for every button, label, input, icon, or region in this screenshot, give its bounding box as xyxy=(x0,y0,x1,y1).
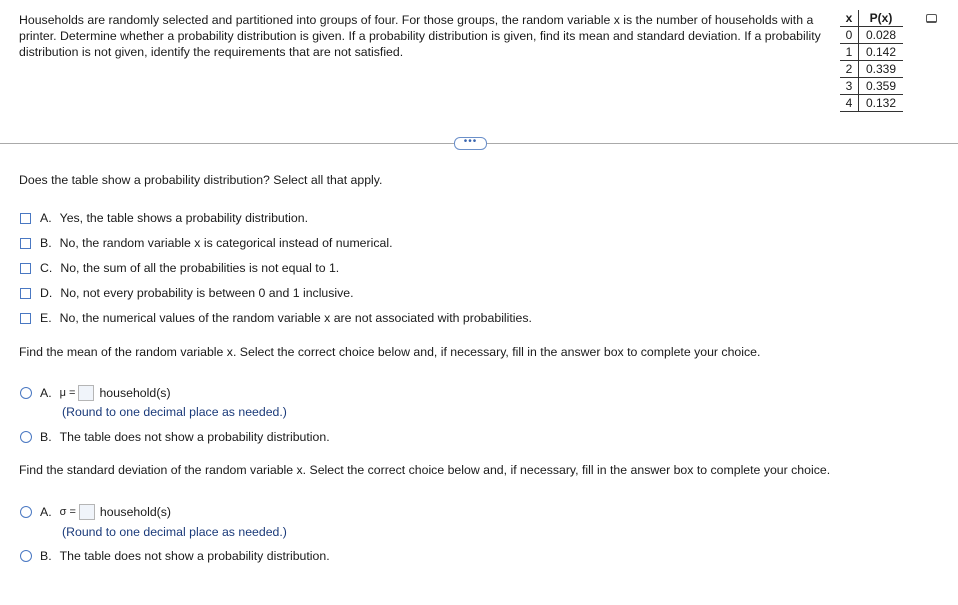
q1-option-b[interactable] xyxy=(20,236,393,250)
q2-option-b[interactable] xyxy=(20,430,330,444)
expand-table-icon[interactable] xyxy=(926,14,937,23)
table-cell-p: 0.339 xyxy=(859,61,904,78)
radio-button[interactable] xyxy=(20,550,32,562)
unit-label: household(s) xyxy=(99,505,171,519)
sd-symbol: σ = xyxy=(59,506,76,518)
table-cell-x: 1 xyxy=(840,44,859,61)
q1-option-d[interactable] xyxy=(20,286,354,300)
table-cell-x: 2 xyxy=(840,61,859,78)
option-text: No, the numerical values of the random variable x are not associated with probabilities. xyxy=(59,311,532,325)
checkbox[interactable] xyxy=(20,263,31,274)
question-3-text: Find the standard deviation of the random variable x. Select the correct choice below and, if necessary, fill in the answer box to complete your choice. xyxy=(19,463,831,477)
mean-symbol: μ = xyxy=(59,387,76,399)
more-button[interactable]: ••• xyxy=(454,137,487,150)
checkbox[interactable] xyxy=(20,238,31,249)
table-cell-p: 0.359 xyxy=(859,78,904,95)
q1-option-a[interactable] xyxy=(20,211,308,225)
rounding-hint: (Round to one decimal place as needed.) xyxy=(62,405,287,419)
table-cell-p: 0.132 xyxy=(859,95,904,112)
q3-option-a[interactable] xyxy=(20,504,171,520)
table-header-x: x xyxy=(840,10,859,27)
question-1-text: Does the table show a probability distribution? Select all that apply. xyxy=(19,173,383,187)
radio-button[interactable] xyxy=(20,431,32,443)
option-letter: A. xyxy=(40,505,52,519)
q3-option-b[interactable] xyxy=(20,549,330,563)
option-letter: D. xyxy=(40,286,53,300)
table-row xyxy=(840,44,903,61)
option-text: No, the random variable x is categorical instead of numerical. xyxy=(59,236,393,250)
table-cell-x: 3 xyxy=(840,78,859,95)
q1-option-c[interactable] xyxy=(20,261,339,275)
option-letter: A. xyxy=(40,211,52,225)
table-row xyxy=(840,95,903,112)
option-letter: B. xyxy=(40,236,52,250)
option-letter: A. xyxy=(40,386,52,400)
radio-button[interactable] xyxy=(20,387,32,399)
question-prompt: Households are randomly selected and partitioned into groups of four. For those groups, the random variable x is the number of households with a printer. Determine whether a probability distribution is given. If a probability distribution is given, find its mean and standard deviation. If a probability distribution is not given, identify the requirements that are not satisfied. xyxy=(19,13,821,59)
option-letter: C. xyxy=(40,261,53,275)
checkbox[interactable] xyxy=(20,313,31,324)
table-row xyxy=(840,78,903,95)
probability-table xyxy=(840,10,903,112)
table-cell-x: 4 xyxy=(840,95,859,112)
option-text: No, not every probability is between 0 and 1 inclusive. xyxy=(60,286,354,300)
option-text: No, the sum of all the probabilities is not equal to 1. xyxy=(60,261,340,275)
table-row xyxy=(840,61,903,78)
option-text: The table does not show a probability distribution. xyxy=(59,549,330,563)
sd-answer-input[interactable] xyxy=(79,504,95,520)
option-letter: B. xyxy=(40,549,52,563)
q1-option-e[interactable] xyxy=(20,311,532,325)
option-letter: B. xyxy=(40,430,52,444)
unit-label: household(s) xyxy=(99,386,171,400)
table-header-p: P(x) xyxy=(859,10,904,27)
radio-button[interactable] xyxy=(20,506,32,518)
mean-answer-input[interactable] xyxy=(78,385,94,401)
q2-option-a[interactable] xyxy=(20,385,171,401)
option-letter: E. xyxy=(40,311,52,325)
table-cell-p: 0.028 xyxy=(859,27,904,44)
option-text: The table does not show a probability distribution. xyxy=(59,430,330,444)
rounding-hint: (Round to one decimal place as needed.) xyxy=(62,525,287,539)
question-2-text: Find the mean of the random variable x. Select the correct choice below and, if necessary, fill in the answer box to complete your choice. xyxy=(19,345,761,359)
option-text: Yes, the table shows a probability distribution. xyxy=(59,211,308,225)
table-cell-p: 0.142 xyxy=(859,44,904,61)
table-row xyxy=(840,27,903,44)
table-cell-x: 0 xyxy=(840,27,859,44)
checkbox[interactable] xyxy=(20,288,31,299)
checkbox[interactable] xyxy=(20,213,31,224)
